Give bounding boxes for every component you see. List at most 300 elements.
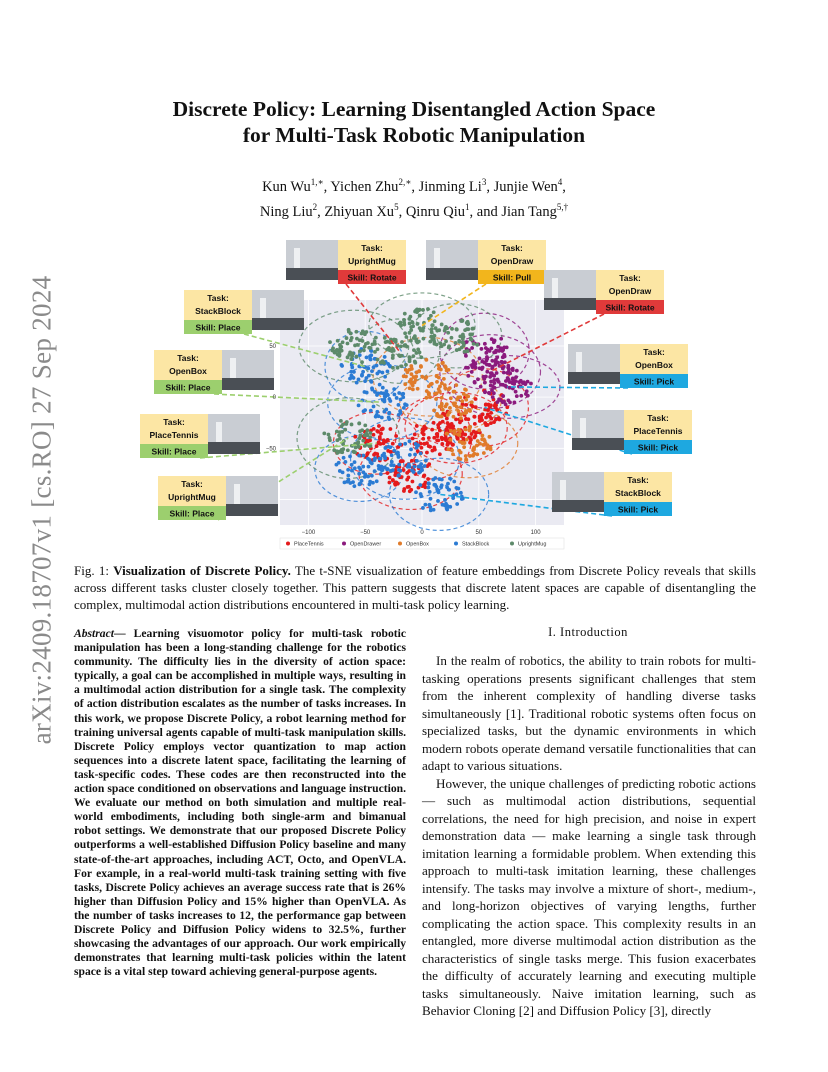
robot-arm-icon (580, 418, 586, 438)
title-line-2: for Multi-Task Robotic Manipulation (242, 123, 586, 147)
scatter-point (440, 442, 444, 446)
scatter-point (427, 444, 431, 448)
scatter-point (432, 310, 436, 314)
scatter-point (397, 353, 401, 357)
scatter-point (403, 442, 407, 446)
section-heading: I. Introduction (548, 625, 628, 639)
scatter-point (368, 444, 372, 448)
scatter-point (388, 399, 392, 403)
arxiv-identifier (12, 275, 72, 745)
scatter-point (443, 498, 447, 502)
robot-arm-icon (216, 422, 222, 442)
scatter-point (486, 443, 490, 447)
scatter-point (490, 359, 494, 363)
scatter-point (440, 404, 444, 408)
abstract (74, 627, 406, 979)
scatter-point (503, 354, 507, 358)
scatter-point (394, 434, 398, 438)
task-label: Task: (643, 347, 665, 357)
scatter-point (475, 343, 479, 347)
scatter-point (472, 415, 476, 419)
scatter-point (413, 361, 417, 365)
robot-arm-icon (260, 298, 266, 318)
scatter-point (398, 443, 402, 447)
scatter-point (521, 381, 525, 385)
scatter-point (483, 439, 487, 443)
scatter-point (484, 423, 488, 427)
scatter-point (446, 421, 450, 425)
scatter-point (445, 402, 449, 406)
scatter-point (462, 344, 466, 348)
scatter-point (378, 383, 382, 387)
scatter-point (432, 421, 436, 425)
scatter-point (402, 318, 406, 322)
legend-marker (454, 542, 458, 546)
scatter-point (466, 374, 470, 378)
scatter-point (494, 349, 498, 353)
scatter-point (342, 456, 346, 460)
scatter-point (363, 390, 367, 394)
task-skill-card (184, 290, 304, 334)
scatter-point (363, 379, 367, 383)
scatter-point (391, 356, 395, 360)
scatter-point (411, 437, 415, 441)
scatter-point (360, 360, 364, 364)
scatter-point (407, 463, 411, 467)
scatter-point (472, 436, 476, 440)
scatter-point (360, 332, 364, 336)
legend-label: PlaceTennis (294, 541, 324, 548)
scatter-point (455, 348, 459, 352)
skill-name: Skill: Place (195, 322, 241, 333)
scatter-point (422, 483, 426, 487)
scatter-point (433, 319, 437, 323)
scatter-point (420, 375, 424, 379)
introduction-body (422, 652, 756, 1020)
scatter-point (424, 358, 428, 362)
scatter-point (366, 341, 370, 345)
title-line-1: Discrete Policy: Learning Disentangled Action Space (172, 97, 656, 121)
scatter-point (512, 382, 516, 386)
scatter-point (474, 362, 478, 366)
scatter-point (506, 398, 510, 402)
scatter-point (348, 481, 352, 485)
scatter-point (361, 339, 365, 343)
scatter-point (448, 406, 452, 410)
scatter-point (445, 508, 449, 512)
scatter-point (497, 397, 501, 401)
scatter-point (424, 396, 428, 400)
scatter-point (322, 431, 326, 435)
scatter-point (408, 453, 412, 457)
scatter-point (335, 438, 339, 442)
robot-arm-icon (234, 484, 240, 504)
task-skill-card (426, 240, 546, 284)
scatter-point (432, 408, 436, 412)
scatter-point (414, 375, 418, 379)
scatter-point (389, 469, 393, 473)
scatter-point (385, 467, 389, 471)
scatter-point (397, 455, 401, 459)
scatter-point (454, 383, 458, 387)
scatter-point (357, 466, 361, 470)
scatter-point (402, 468, 406, 472)
scatter-point (473, 380, 477, 384)
scatter-point (461, 436, 465, 440)
task-name: UprightMug (348, 256, 396, 266)
scatter-point (426, 477, 430, 481)
scatter-point (470, 346, 474, 350)
scatter-point (472, 342, 476, 346)
scatter-point (392, 338, 396, 342)
figure-caption (74, 562, 756, 613)
scatter-point (365, 356, 369, 360)
scatter-point (409, 447, 413, 451)
scatter-point (459, 416, 463, 420)
scatter-point (409, 339, 413, 343)
scatter-point (436, 489, 440, 493)
x-tick-label: 0 (420, 530, 424, 536)
intro-paragraph-2: However, the unique challenges of predicting robotic actions — such as multimodal action distributions, sequential correlations, the need for high precision, and noise in expert demonstration data — make learning a single task through imitation learning a formidable problem. When extending this approach to multi-task imitation learning, these challenges intensify. The tasks may involve a mixture of short-, medium-, and long-horizon objectives of varying lengths, further complicating the action space. This complexity results in an entangled, more diverse multimodal action distribution as the characteristics of single tasks merge. This fusion exacerbates the difficulty of accurately learning and executing multiple tasks simultaneously. Naive imitation learning, such as Behavior Cloning [2] and Diffusion Policy [3], directly (422, 775, 756, 1018)
scatter-point (374, 336, 378, 340)
task-name: PlaceTennis (149, 430, 199, 440)
scatter-point (331, 346, 335, 350)
scatter-point (379, 361, 383, 365)
scatter-point (454, 341, 458, 345)
scatter-point (415, 424, 419, 428)
scatter-point (340, 363, 344, 367)
scatter-point (425, 451, 429, 455)
scatter-point (429, 314, 433, 318)
scatter-point (407, 475, 411, 479)
scatter-point (337, 433, 341, 437)
scatter-point (462, 445, 466, 449)
scatter-point (408, 321, 412, 325)
scatter-point (408, 359, 412, 363)
y-tick-label: 50 (269, 344, 276, 351)
scatter-point (414, 310, 418, 314)
scatter-point (470, 400, 474, 404)
scatter-point (414, 337, 418, 341)
author: Junjie Wen$^4$, (493, 177, 566, 195)
paper-title (100, 96, 728, 148)
scatter-point (409, 328, 413, 332)
scatter-point (488, 435, 492, 439)
scatter-point (435, 380, 439, 384)
scatter-point (408, 439, 412, 443)
scatter-point (419, 355, 423, 359)
scatter-point (397, 468, 401, 472)
scatter-point (488, 349, 492, 353)
scatter-point (403, 382, 407, 386)
scatter-point (402, 406, 406, 410)
scatter-point (344, 422, 348, 426)
scatter-point (464, 398, 468, 402)
scatter-point (445, 417, 449, 421)
scatter-point (391, 442, 395, 446)
scatter-point (382, 441, 386, 445)
scatter-point (390, 460, 394, 464)
robot-arm-icon (230, 358, 236, 378)
scatter-point (349, 370, 353, 374)
robot-arm-icon (560, 480, 566, 500)
scatter-point (427, 481, 431, 485)
scatter-point (470, 432, 474, 436)
scatter-point (444, 438, 448, 442)
scatter-point (390, 453, 394, 457)
scatter-point (420, 446, 424, 450)
scatter-point (478, 356, 482, 360)
scatter-point (455, 492, 459, 496)
scatter-point (419, 365, 423, 369)
scatter-point (485, 355, 489, 359)
scatter-point (492, 391, 496, 395)
scatter-point (380, 416, 384, 420)
scatter-point (358, 349, 362, 353)
scatter-point (368, 431, 372, 435)
scatter-point (354, 330, 358, 334)
scatter-point (430, 382, 434, 386)
scatter-point (459, 412, 463, 416)
scatter-point (451, 496, 455, 500)
legend-label: StackBlock (462, 541, 490, 548)
scatter-point (449, 438, 453, 442)
scatter-point (470, 327, 474, 331)
author: Yichen Zhu$^{2,∗}$, (330, 177, 419, 195)
y-tick-label: 0 (272, 395, 276, 402)
scatter-point (440, 396, 444, 400)
scatter-point (381, 371, 385, 375)
scatter-point (487, 391, 491, 395)
scatter-point (388, 427, 392, 431)
scatter-point (433, 476, 437, 480)
scatter-point (418, 483, 422, 487)
scatter-point (461, 441, 465, 445)
scatter-point (404, 363, 408, 367)
scatter-point (499, 346, 503, 350)
scatter-point (479, 385, 483, 389)
scatter-point (511, 368, 515, 372)
scatter-point (372, 405, 376, 409)
scatter-point (338, 353, 342, 357)
scatter-point (526, 380, 530, 384)
scatter-point (362, 348, 366, 352)
scatter-point (400, 340, 404, 344)
scatter-point (340, 349, 344, 353)
scatter-point (470, 370, 474, 374)
task-skill-card (568, 344, 688, 388)
robot-photo-table (572, 438, 624, 450)
scatter-point (366, 475, 370, 479)
scatter-point (328, 436, 332, 440)
scatter-point (375, 393, 379, 397)
task-label: Task: (619, 273, 641, 283)
scatter-point (456, 487, 460, 491)
scatter-point (494, 418, 498, 422)
scatter-point (337, 461, 341, 465)
robot-photo-table (552, 500, 604, 512)
scatter-point (357, 472, 361, 476)
scatter-point (427, 462, 431, 466)
scatter-point (435, 438, 439, 442)
scatter-point (355, 381, 359, 385)
scatter-point (458, 340, 462, 344)
scatter-point (525, 389, 529, 393)
scatter-point (426, 486, 430, 490)
scatter-point (445, 432, 449, 436)
scatter-point (392, 449, 396, 453)
task-label: Task: (181, 479, 203, 489)
scatter-point (508, 386, 512, 390)
scatter-point (339, 419, 343, 423)
scatter-point (476, 377, 480, 381)
scatter-point (461, 340, 465, 344)
caption-bold: Visualization of Discrete Policy. (113, 563, 291, 578)
scatter-point (423, 503, 427, 507)
scatter-point (388, 445, 392, 449)
scatter-point (464, 458, 468, 462)
scatter-point (346, 474, 350, 478)
scatter-point (474, 366, 478, 370)
scatter-point (363, 345, 367, 349)
scatter-point (383, 455, 387, 459)
scatter-point (350, 423, 354, 427)
scatter-point (421, 437, 425, 441)
author-list (100, 172, 728, 222)
arxiv-identifier-text: arXiv:2409.18707v1 [cs.RO] 27 Sep 2024 (26, 275, 57, 745)
scatter-point (480, 434, 484, 438)
scatter-point (500, 360, 504, 364)
scatter-point (463, 411, 467, 415)
scatter-point (492, 374, 496, 378)
scatter-point (515, 394, 519, 398)
scatter-point (427, 391, 431, 395)
author: Qinru Qiu$^1$, and (405, 201, 502, 220)
scatter-point (478, 419, 482, 423)
robot-photo-table (286, 268, 338, 280)
scatter-point (430, 428, 434, 432)
scatter-point (421, 506, 425, 510)
scatter-point (482, 451, 486, 455)
scatter-point (485, 359, 489, 363)
scatter-point (353, 435, 357, 439)
robot-photo-table (226, 504, 278, 516)
scatter-point (440, 344, 444, 348)
scatter-point (404, 335, 408, 339)
task-label: Task: (627, 475, 649, 485)
scatter-point (398, 409, 402, 413)
scatter-point (501, 394, 505, 398)
scatter-point (461, 432, 465, 436)
scatter-point (427, 503, 431, 507)
scatter-point (399, 324, 403, 328)
scatter-point (352, 450, 356, 454)
scatter-point (499, 337, 503, 341)
skill-name: Skill: Rotate (347, 272, 397, 283)
scatter-point (383, 375, 387, 379)
scatter-point (399, 344, 403, 348)
author: Jinming Li$^3$, (418, 177, 494, 195)
skill-name: Skill: Place (151, 446, 197, 457)
legend-label: UprightMug (518, 541, 547, 548)
scatter-point (483, 390, 487, 394)
abstract-label: Abstract (74, 627, 114, 640)
scatter-point (402, 489, 406, 493)
robot-arm-icon (434, 248, 440, 268)
scatter-point (385, 389, 389, 393)
scatter-point (383, 355, 387, 359)
task-skill-card (140, 414, 260, 458)
scatter-point (489, 447, 493, 451)
task-label: Task: (647, 413, 669, 423)
scatter-point (514, 375, 518, 379)
x-tick-label: 50 (475, 530, 483, 536)
scatter-point (451, 424, 455, 428)
scatter-point (416, 322, 420, 326)
scatter-point (335, 349, 339, 353)
task-name: OpenDraw (490, 256, 534, 266)
legend-label: OpenBox (406, 541, 429, 548)
scatter-point (388, 481, 392, 485)
scatter-point (428, 490, 432, 494)
scatter-point (452, 415, 456, 419)
scatter-point (497, 380, 501, 384)
scatter-point (451, 443, 455, 447)
scatter-point (439, 368, 443, 372)
scatter-point (388, 476, 392, 480)
scatter-point (501, 383, 505, 387)
scatter-point (435, 392, 439, 396)
scatter-point (415, 446, 419, 450)
scatter-point (475, 452, 479, 456)
scatter-point (366, 457, 370, 461)
scatter-point (367, 374, 371, 378)
scatter-point (350, 463, 354, 467)
scatter-point (469, 438, 473, 442)
scatter-point (452, 390, 456, 394)
scatter-point (446, 331, 450, 335)
scatter-point (464, 354, 468, 358)
scatter-point (446, 413, 450, 417)
scatter-point (468, 429, 472, 433)
scatter-point (444, 365, 448, 369)
scatter-point (480, 360, 484, 364)
scatter-point (415, 459, 419, 463)
scatter-point (327, 433, 331, 437)
scatter-point (441, 361, 445, 365)
scatter-point (357, 422, 361, 426)
task-name: OpenDraw (608, 286, 652, 296)
author-line-2 (100, 197, 728, 222)
scatter-point (396, 482, 400, 486)
scatter-point (383, 336, 387, 340)
scatter-point (328, 340, 332, 344)
scatter-point (383, 398, 387, 402)
scatter-point (405, 370, 409, 374)
scatter-point (421, 308, 425, 312)
scatter-point (433, 334, 437, 338)
scatter-point (502, 371, 506, 375)
scatter-point (392, 387, 396, 391)
scatter-point (403, 344, 407, 348)
scatter-point (489, 380, 493, 384)
author: Kun $Wu^{1,∗}$, (262, 177, 331, 195)
scatter-point (391, 478, 395, 482)
scatter-point (361, 439, 365, 443)
scatter-point (466, 327, 470, 331)
scatter-point (418, 314, 422, 318)
scatter-point (339, 450, 343, 454)
